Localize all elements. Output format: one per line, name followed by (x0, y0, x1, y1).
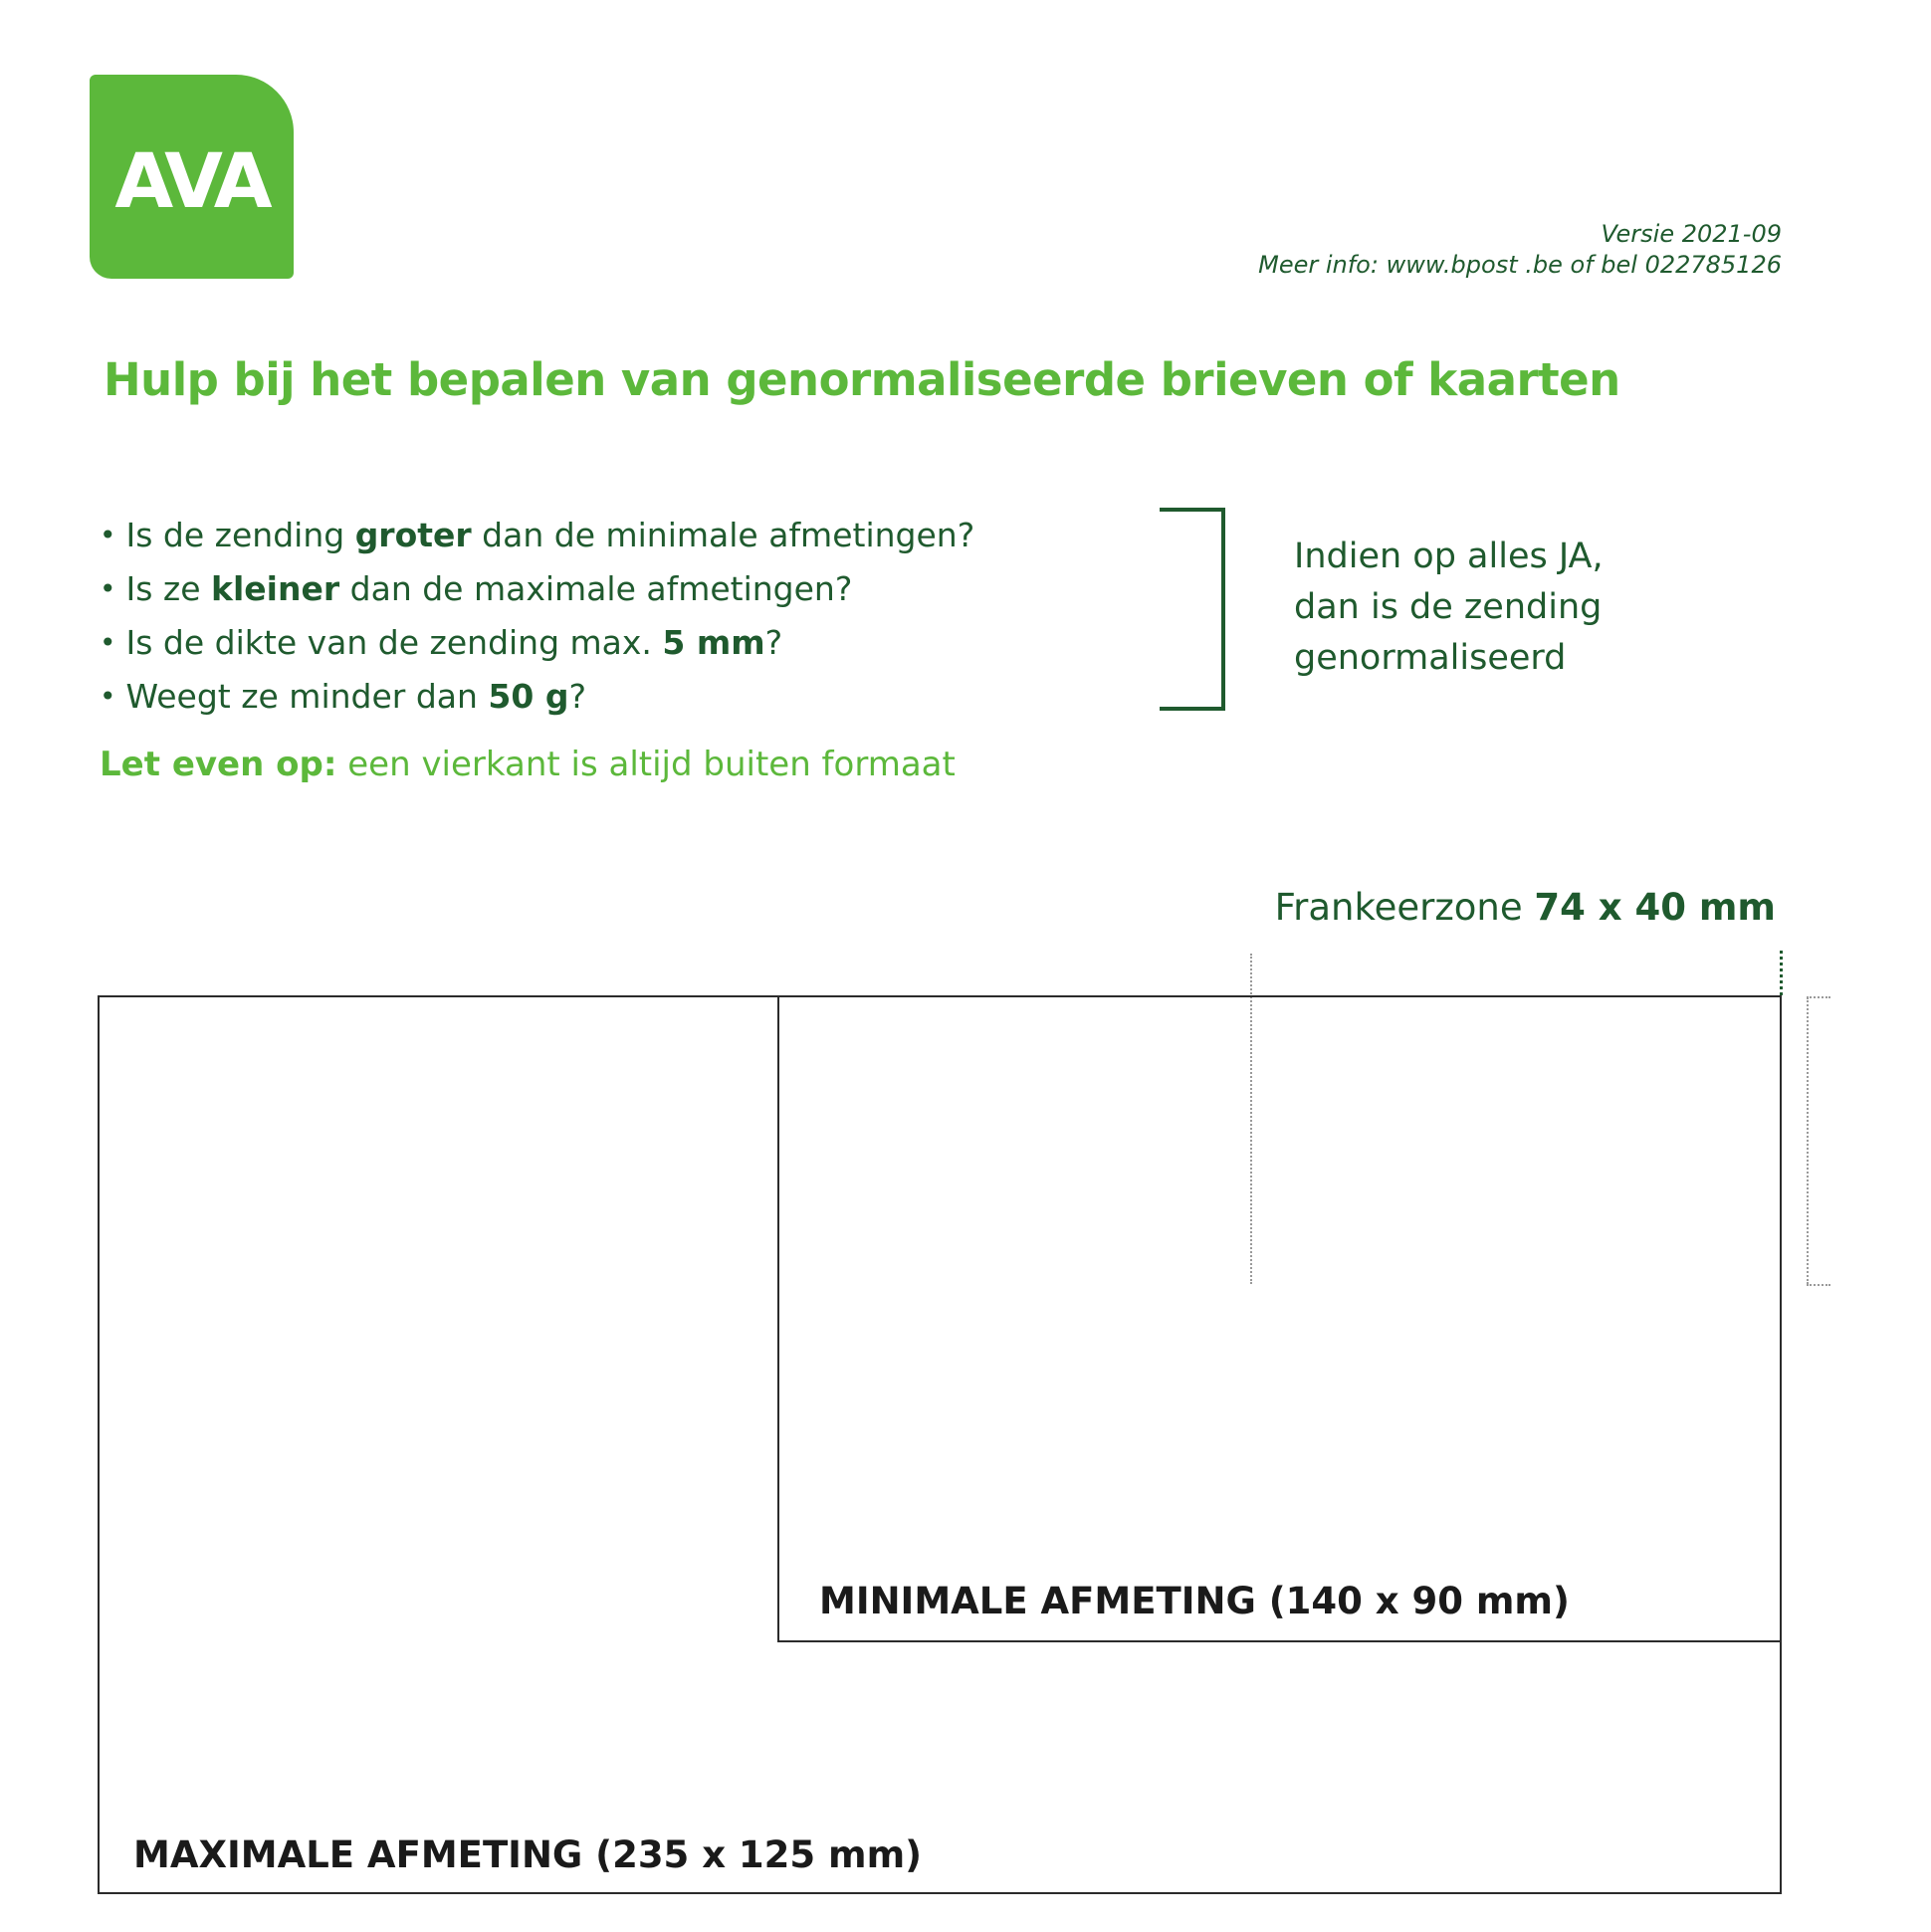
maximum-size-label: MAXIMALE AFMETING (235 x 125 mm) (133, 1833, 923, 1876)
checklist-item: • Is de zending groter dan de minimale afmetingen? (100, 510, 974, 563)
frankeerzone-guide-top-tick (1807, 996, 1830, 998)
frankeerzone-guide-right (1780, 951, 1783, 995)
checklist-item: • Is de dikte van de zending max. 5 mm? (100, 617, 974, 671)
more-info-line: Meer info: www.bpost .be of bel 022785126 (1258, 251, 1782, 279)
frankeerzone-label: Frankeerzone 74 x 40 mm (1274, 886, 1776, 929)
conclusion-line: dan is de zending (1294, 587, 1603, 627)
minimum-size-outline (777, 995, 1782, 1642)
page-title: Hulp bij het bepalen van genormaliseerde brieven of kaarten (104, 353, 1620, 406)
checklist (100, 510, 974, 725)
checklist-item: • Weegt ze minder dan 50 g? (100, 671, 974, 725)
minimum-size-label: MINIMALE AFMETING (140 x 90 mm) (819, 1580, 1570, 1622)
conclusion-text (1294, 532, 1712, 684)
square-warning-note: Let even op: een vierkant is altijd buiten formaat (100, 745, 956, 784)
checklist-item: • Is ze kleiner dan de maximale afmetingen? (100, 563, 974, 617)
conclusion-line: Indien op alles JA, (1294, 537, 1604, 576)
logo-text: AVA (114, 136, 269, 225)
frankeerzone-guide-bottom-tick (1807, 1284, 1830, 1286)
version-label: Versie 2021-09 (1601, 220, 1782, 248)
version-info (1258, 219, 1782, 281)
frankeerzone-guide-height (1807, 997, 1809, 1284)
checklist-bracket (1160, 508, 1225, 711)
ava-logo (90, 75, 294, 279)
conclusion-line: genormaliseerd (1294, 638, 1567, 678)
